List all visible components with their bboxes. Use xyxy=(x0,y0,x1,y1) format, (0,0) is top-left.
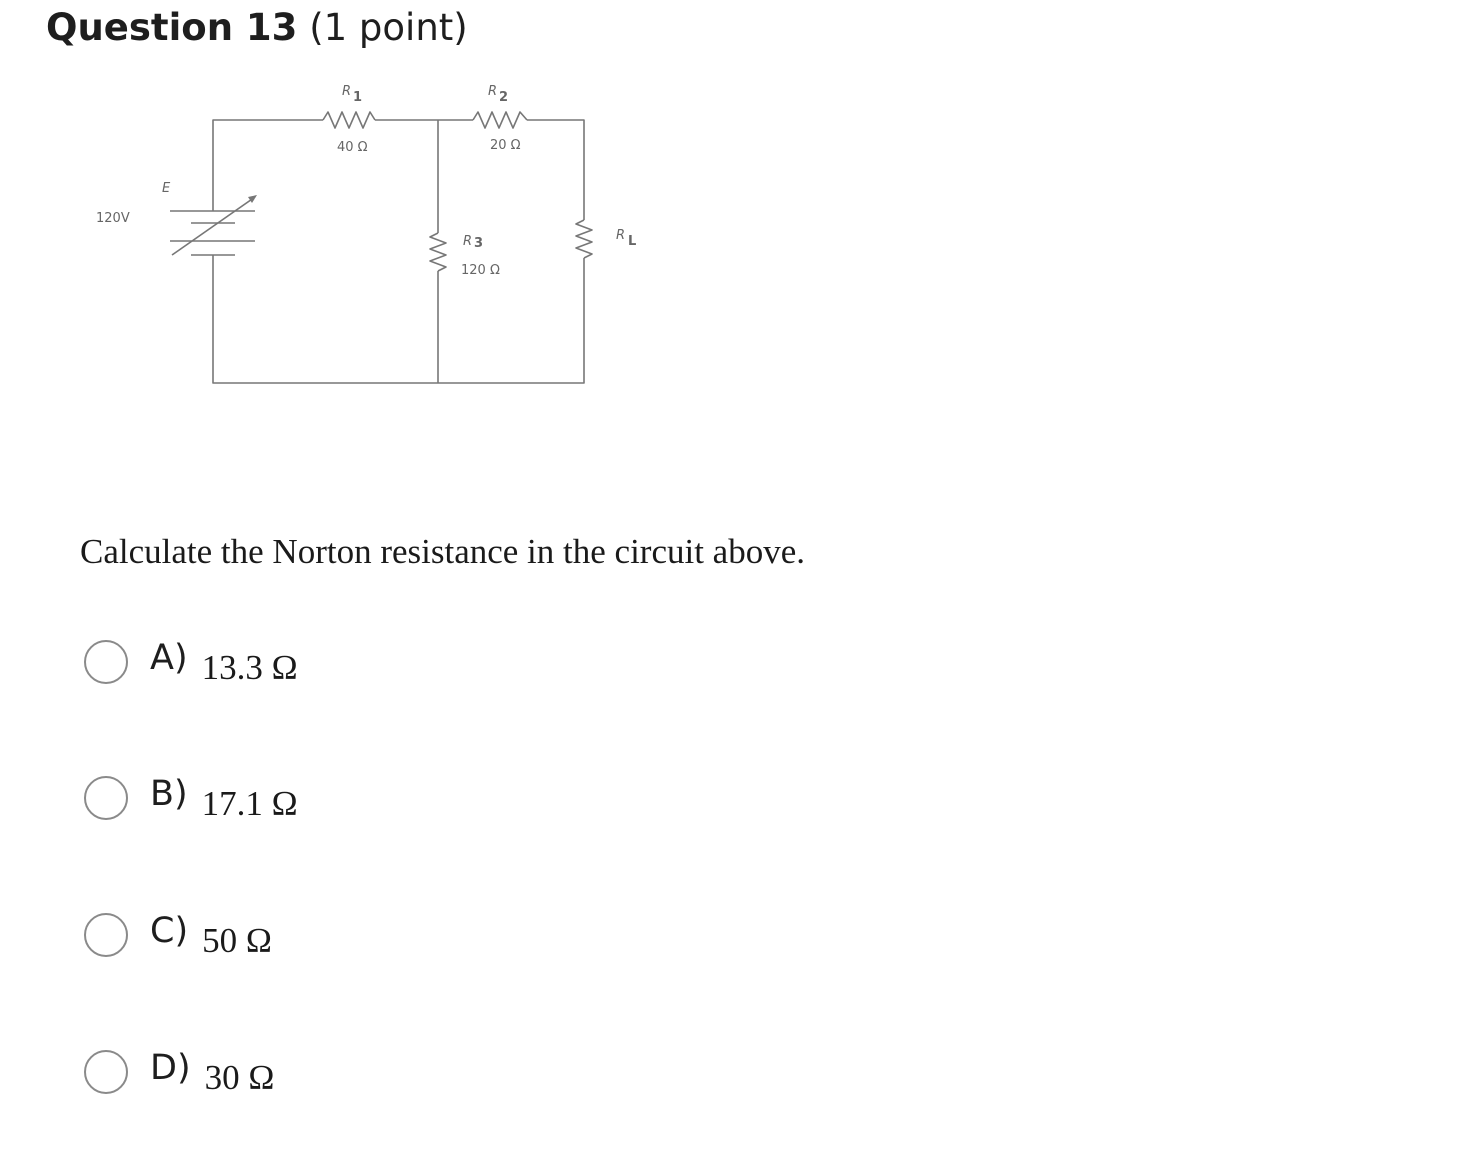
option-d[interactable] xyxy=(84,1046,274,1098)
question-prompt: Calculate the Norton resistance in the circuit above. xyxy=(80,532,806,571)
resistor-r2 xyxy=(473,112,527,128)
option-letter: D) xyxy=(150,1048,191,1088)
resistor-rl xyxy=(576,220,592,258)
r2-value: 20 Ω xyxy=(490,138,521,153)
resistor-r1 xyxy=(323,112,375,128)
option-value: 13.3 Ω xyxy=(201,648,298,687)
circuit-diagram xyxy=(90,75,670,395)
source-voltage: 120V xyxy=(96,211,130,226)
wire-top-right xyxy=(527,120,584,220)
radio-button-b[interactable] xyxy=(84,776,128,820)
option-b[interactable] xyxy=(84,772,298,824)
rl-sub: L xyxy=(628,234,637,249)
question-number: Question 13 xyxy=(46,6,298,49)
radio-button-c[interactable] xyxy=(84,913,128,957)
r2-sub: 2 xyxy=(499,90,509,105)
option-letter: C) xyxy=(150,911,189,951)
rl-label: R xyxy=(616,228,626,243)
r1-label: R xyxy=(342,84,352,99)
r1-value: 40 Ω xyxy=(337,140,368,155)
radio-button-d[interactable] xyxy=(84,1050,128,1094)
wire-top-left xyxy=(213,120,323,192)
source-label: E xyxy=(162,181,171,196)
question-header xyxy=(46,6,468,50)
option-value: 30 Ω xyxy=(204,1058,275,1097)
option-letter: A) xyxy=(150,638,188,678)
resistor-r3 xyxy=(430,233,446,271)
option-letter: B) xyxy=(150,774,188,814)
r1-sub: 1 xyxy=(353,90,363,105)
r3-sub: 3 xyxy=(474,236,484,251)
wire-bottom xyxy=(213,255,584,383)
r3-value: 120 Ω xyxy=(461,263,500,278)
r2-label: R xyxy=(488,84,498,99)
option-c[interactable] xyxy=(84,909,272,961)
r3-label: R xyxy=(463,234,473,249)
question-points: (1 point) xyxy=(309,6,468,49)
option-a[interactable] xyxy=(84,636,298,688)
option-value: 50 Ω xyxy=(202,921,272,960)
radio-button-a[interactable] xyxy=(84,640,128,684)
option-value: 17.1 Ω xyxy=(201,784,298,823)
